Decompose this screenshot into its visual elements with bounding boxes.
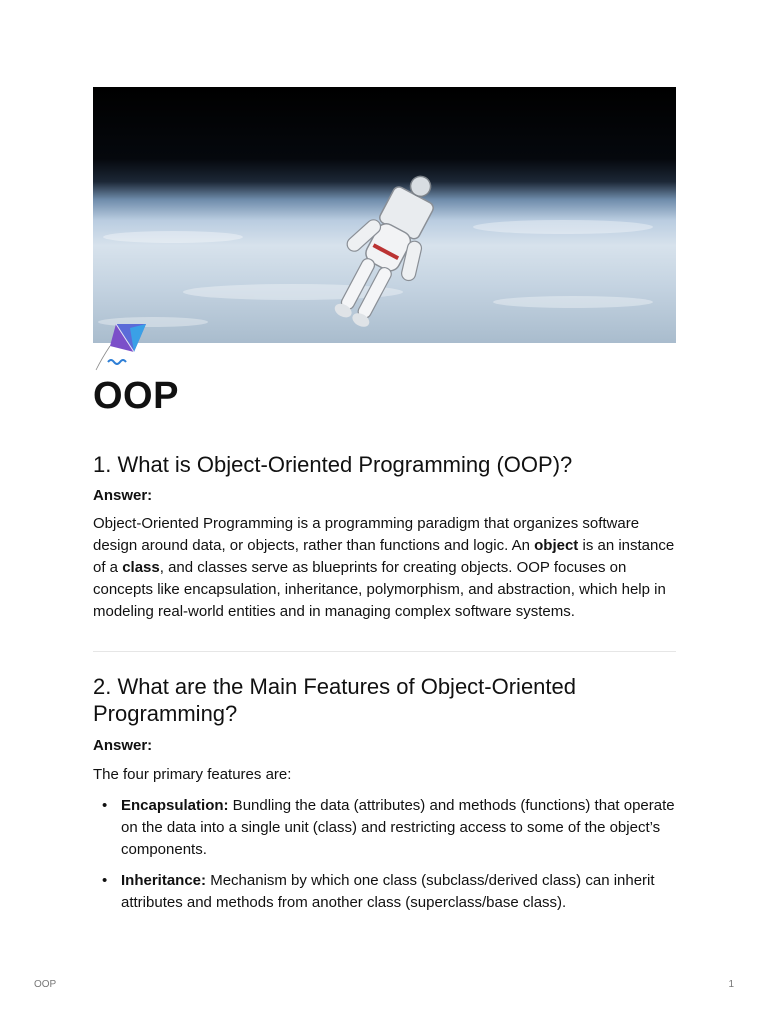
feature-item-encapsulation: • Encapsulation: Bundling the data (attributes) and methods (functions) that operate on the data into a single unit (class) and restricting access to some of the object’s components. — [102, 797, 675, 858]
bold-class: class — [122, 559, 160, 576]
page-title: OOP — [93, 375, 179, 417]
astronaut-illustration — [93, 87, 676, 343]
cover-image — [93, 87, 676, 343]
footer-page-number: 1 — [728, 979, 734, 990]
section-2-answer-label: Answer: — [93, 737, 153, 754]
feature-item-inheritance: • Inheritance: Mechanism by which one class (subclass/derived class) can inherit attributes and methods from another class (superclass/base class). — [102, 872, 655, 911]
kite-icon — [94, 318, 150, 374]
section-divider — [93, 651, 676, 652]
section-2-intro: The four primary features are: — [93, 766, 292, 783]
section-1-answer-label: Answer: — [93, 487, 153, 504]
section-2-heading: 2. What are the Main Features of Object-Oriented Programming? — [93, 674, 577, 726]
section-1-heading: 1. What is Object-Oriented Programming (OOP)? — [93, 452, 573, 477]
feature-list — [93, 795, 683, 923]
footer-document-title: OOP — [34, 979, 57, 990]
bold-object: object — [534, 537, 579, 554]
section-1-paragraph: Object-Oriented Programming is a programming paradigm that organizes software design around data, or objects, rather than functions and logic. An object is an instance of a class, and classes serve as blueprints for creating objects. OOP focuses on concepts like encapsulation, inheritance, polymorphism, and abstraction, which help in modeling real-world entities and in managing complex software systems. — [93, 515, 675, 620]
